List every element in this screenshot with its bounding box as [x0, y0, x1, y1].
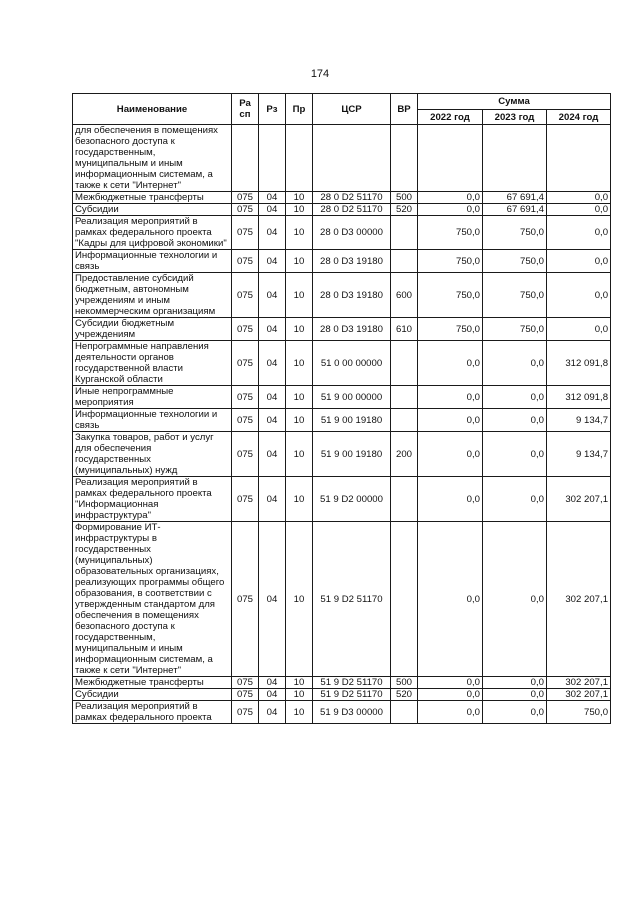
cell-pr	[286, 125, 313, 192]
cell-vr: 520	[391, 689, 418, 701]
table-row	[73, 318, 611, 341]
cell-name: Субсидии бюджетным учреждениям	[73, 318, 232, 341]
cell-pr: 10	[286, 386, 313, 409]
cell-pr: 10	[286, 409, 313, 432]
cell-2022: 0,0	[418, 689, 483, 701]
table-row	[73, 250, 611, 273]
table-row	[73, 477, 611, 522]
cell-name: для обеспечения в помещениях безопасного доступа к государственным, муниципальным и иным информационным системам, а также к сети "Интернет"	[73, 125, 232, 192]
cell-rasp: 075	[232, 677, 259, 689]
cell-vr	[391, 216, 418, 250]
cell-pr: 10	[286, 477, 313, 522]
header-csr: ЦСР	[313, 94, 391, 125]
cell-2022: 0,0	[418, 386, 483, 409]
cell-csr: 51 0 00 00000	[313, 341, 391, 386]
cell-csr: 51 9 D2 51170	[313, 522, 391, 677]
cell-vr	[391, 341, 418, 386]
page-number: 174	[310, 68, 330, 80]
table-row	[73, 677, 611, 689]
cell-2023	[483, 125, 547, 192]
cell-vr: 520	[391, 204, 418, 216]
cell-2024: 302 207,1	[547, 677, 611, 689]
cell-vr	[391, 125, 418, 192]
cell-pr: 10	[286, 318, 313, 341]
cell-rasp: 075	[232, 318, 259, 341]
table-row	[73, 125, 611, 192]
cell-rz: 04	[259, 273, 286, 318]
cell-csr: 51 9 D2 51170	[313, 689, 391, 701]
cell-rasp: 075	[232, 273, 259, 318]
table-row	[73, 341, 611, 386]
cell-2022: 750,0	[418, 250, 483, 273]
cell-csr: 51 9 D3 00000	[313, 701, 391, 724]
cell-rasp: 075	[232, 192, 259, 204]
cell-csr: 28 0 D3 00000	[313, 216, 391, 250]
header-2022: 2022 год	[418, 110, 483, 125]
cell-2023: 67 691,4	[483, 204, 547, 216]
cell-2022: 0,0	[418, 477, 483, 522]
cell-2023: 0,0	[483, 409, 547, 432]
cell-vr	[391, 386, 418, 409]
cell-pr: 10	[286, 701, 313, 724]
table-row	[73, 689, 611, 701]
cell-2022: 0,0	[418, 204, 483, 216]
cell-2023: 67 691,4	[483, 192, 547, 204]
cell-2024: 302 207,1	[547, 477, 611, 522]
cell-2024: 312 091,8	[547, 341, 611, 386]
cell-2023: 0,0	[483, 432, 547, 477]
cell-rasp: 075	[232, 341, 259, 386]
cell-name: Межбюджетные трансферты	[73, 192, 232, 204]
cell-vr: 500	[391, 192, 418, 204]
cell-pr: 10	[286, 204, 313, 216]
cell-name: Формирование ИТ-инфраструктуры в государственных (муниципальных) образовательных организациях, реализующих программы общего образования, в соответствии с утвержденным стандартом для обеспечения в помещениях безопасного доступа к государственным, муниципальным и иным информационным системам, а также к сети "Интернет"	[73, 522, 232, 677]
cell-csr: 28 0 D3 19180	[313, 273, 391, 318]
cell-rz	[259, 125, 286, 192]
cell-2023: 0,0	[483, 701, 547, 724]
cell-2023: 750,0	[483, 250, 547, 273]
cell-2023: 0,0	[483, 522, 547, 677]
cell-rz: 04	[259, 522, 286, 677]
cell-rz: 04	[259, 341, 286, 386]
table-header	[73, 94, 611, 125]
header-rz: Рз	[259, 94, 286, 125]
cell-rasp: 075	[232, 477, 259, 522]
cell-2022	[418, 125, 483, 192]
header-pr: Пр	[286, 94, 313, 125]
cell-name: Иные непрограммные мероприятия	[73, 386, 232, 409]
cell-vr	[391, 409, 418, 432]
cell-name: Субсидии	[73, 204, 232, 216]
cell-vr: 200	[391, 432, 418, 477]
cell-2022: 0,0	[418, 522, 483, 677]
table-row	[73, 273, 611, 318]
header-2024: 2024 год	[547, 110, 611, 125]
cell-csr: 51 9 D2 51170	[313, 677, 391, 689]
cell-csr: 28 0 D3 19180	[313, 250, 391, 273]
cell-vr: 610	[391, 318, 418, 341]
cell-2022: 750,0	[418, 273, 483, 318]
cell-2024: 0,0	[547, 204, 611, 216]
budget-table	[72, 93, 611, 724]
cell-rasp: 075	[232, 204, 259, 216]
cell-2023: 0,0	[483, 477, 547, 522]
table-row	[73, 409, 611, 432]
table-row	[73, 386, 611, 409]
cell-pr: 10	[286, 250, 313, 273]
cell-2022: 0,0	[418, 341, 483, 386]
cell-2024: 312 091,8	[547, 386, 611, 409]
cell-2024: 0,0	[547, 216, 611, 250]
cell-2024: 302 207,1	[547, 689, 611, 701]
cell-name: Непрограммные направления деятельности органов государственной власти Курганской области	[73, 341, 232, 386]
cell-2022: 0,0	[418, 409, 483, 432]
cell-name: Предоставление субсидий бюджетным, автономным учреждениям и иным некоммерческим организациям	[73, 273, 232, 318]
cell-2023: 0,0	[483, 677, 547, 689]
cell-pr: 10	[286, 522, 313, 677]
cell-rasp: 075	[232, 522, 259, 677]
cell-rz: 04	[259, 409, 286, 432]
cell-name: Межбюджетные трансферты	[73, 677, 232, 689]
table-row	[73, 522, 611, 677]
cell-rasp	[232, 125, 259, 192]
cell-csr: 51 9 00 00000	[313, 386, 391, 409]
cell-2022: 750,0	[418, 216, 483, 250]
cell-rasp: 075	[232, 432, 259, 477]
cell-vr	[391, 477, 418, 522]
cell-2023: 750,0	[483, 273, 547, 318]
header-sum: Сумма	[418, 94, 611, 110]
table-row	[73, 701, 611, 724]
cell-name: Реализация мероприятий в рамках федерального проекта "Кадры для цифровой экономики"	[73, 216, 232, 250]
cell-rasp: 075	[232, 689, 259, 701]
cell-vr	[391, 522, 418, 677]
cell-2022: 0,0	[418, 701, 483, 724]
cell-csr: 51 9 00 19180	[313, 432, 391, 477]
cell-csr: 51 9 D2 00000	[313, 477, 391, 522]
cell-rz: 04	[259, 432, 286, 477]
cell-rz: 04	[259, 318, 286, 341]
cell-rz: 04	[259, 216, 286, 250]
cell-vr	[391, 250, 418, 273]
cell-name: Информационные технологии и связь	[73, 250, 232, 273]
table-row	[73, 192, 611, 204]
cell-vr: 600	[391, 273, 418, 318]
table-row	[73, 216, 611, 250]
cell-pr: 10	[286, 341, 313, 386]
cell-name: Закупка товаров, работ и услуг для обеспечения государственных (муниципальных) нужд	[73, 432, 232, 477]
cell-pr: 10	[286, 192, 313, 204]
cell-rasp: 075	[232, 250, 259, 273]
cell-rasp: 075	[232, 701, 259, 724]
cell-csr	[313, 125, 391, 192]
cell-csr: 51 9 00 19180	[313, 409, 391, 432]
cell-rz: 04	[259, 386, 286, 409]
cell-2023: 750,0	[483, 318, 547, 341]
cell-2022: 0,0	[418, 677, 483, 689]
cell-rz: 04	[259, 250, 286, 273]
cell-csr: 28 0 D2 51170	[313, 204, 391, 216]
table-body	[73, 125, 611, 724]
cell-name: Субсидии	[73, 689, 232, 701]
cell-pr: 10	[286, 216, 313, 250]
cell-rz: 04	[259, 477, 286, 522]
cell-2022: 0,0	[418, 432, 483, 477]
cell-2023: 750,0	[483, 216, 547, 250]
cell-2024: 0,0	[547, 273, 611, 318]
cell-pr: 10	[286, 677, 313, 689]
cell-2023: 0,0	[483, 341, 547, 386]
cell-vr: 500	[391, 677, 418, 689]
cell-2023: 0,0	[483, 689, 547, 701]
cell-2024: 0,0	[547, 192, 611, 204]
header-name: Наименование	[73, 94, 232, 125]
cell-name: Реализация мероприятий в рамках федерального проекта "Информационная инфраструктура"	[73, 477, 232, 522]
table-row	[73, 432, 611, 477]
cell-rz: 04	[259, 204, 286, 216]
cell-pr: 10	[286, 273, 313, 318]
cell-2024: 302 207,1	[547, 522, 611, 677]
cell-rz: 04	[259, 689, 286, 701]
cell-2024: 9 134,7	[547, 432, 611, 477]
cell-2024	[547, 125, 611, 192]
cell-2024: 9 134,7	[547, 409, 611, 432]
cell-pr: 10	[286, 689, 313, 701]
cell-2023: 0,0	[483, 386, 547, 409]
cell-vr	[391, 701, 418, 724]
cell-rasp: 075	[232, 216, 259, 250]
table-row	[73, 204, 611, 216]
cell-rz: 04	[259, 192, 286, 204]
cell-2024: 0,0	[547, 318, 611, 341]
cell-rasp: 075	[232, 409, 259, 432]
cell-csr: 28 0 D3 19180	[313, 318, 391, 341]
cell-csr: 28 0 D2 51170	[313, 192, 391, 204]
cell-pr: 10	[286, 432, 313, 477]
header-vr: ВР	[391, 94, 418, 125]
cell-name: Информационные технологии и связь	[73, 409, 232, 432]
cell-name: Реализация мероприятий в рамках федерального проекта	[73, 701, 232, 724]
cell-rz: 04	[259, 701, 286, 724]
cell-rasp: 075	[232, 386, 259, 409]
header-2023: 2023 год	[483, 110, 547, 125]
cell-2024: 750,0	[547, 701, 611, 724]
cell-rz: 04	[259, 677, 286, 689]
header-rasp: Ра сп	[232, 94, 259, 125]
cell-2022: 750,0	[418, 318, 483, 341]
cell-2022: 0,0	[418, 192, 483, 204]
cell-2024: 0,0	[547, 250, 611, 273]
